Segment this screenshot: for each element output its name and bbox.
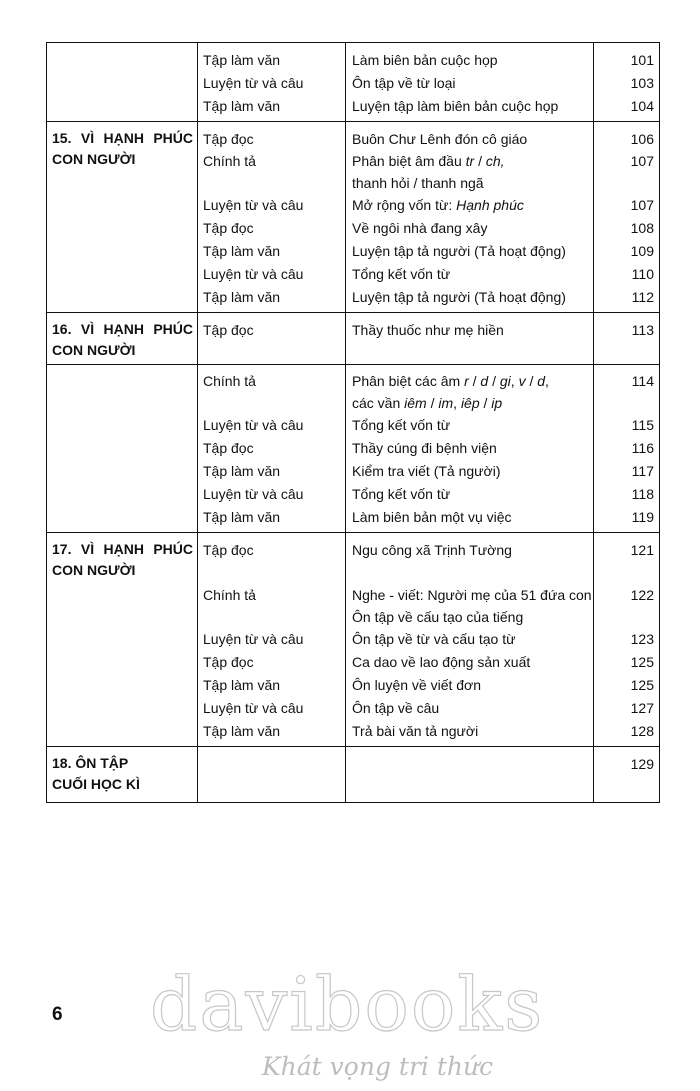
lesson-title: Tổng kết vốn từ — [352, 266, 451, 282]
toc-section — [47, 532, 659, 746]
toc-section — [47, 312, 659, 364]
toc-section — [47, 364, 659, 532]
lesson-title: Phân biệt các âm r / d / gi, v / d, — [352, 373, 549, 389]
lesson-subject: Luyện từ và câu — [203, 486, 304, 502]
unit-cell — [47, 313, 197, 364]
lesson-title: các vần iêm / im, iêp / ip — [352, 394, 503, 411]
lesson-subject: Tập đọc — [203, 131, 254, 147]
spacer — [203, 753, 345, 776]
lesson-subject: Luyện từ và câu — [203, 417, 304, 433]
unit-title-line: CON NGƯỜI — [52, 342, 136, 358]
subject-cell — [197, 365, 345, 532]
spacer — [594, 562, 654, 585]
spacer — [352, 562, 593, 585]
lesson-title: Về ngôi nhà đang xây — [352, 220, 488, 236]
subject-cell — [197, 122, 345, 312]
lesson-title: Nghe - viết: Người mẹ của 51 đứa con — [352, 587, 592, 603]
unit-title-line: CUỐI HỌC KÌ — [52, 776, 140, 792]
spacer — [594, 607, 654, 629]
page-cell — [593, 43, 659, 121]
lesson-page: 106 — [630, 131, 654, 147]
lesson-page: 109 — [630, 243, 654, 259]
lesson-subject: Tập đọc — [203, 654, 254, 670]
lesson-title: Luyện tập làm biên bản cuộc họp — [352, 98, 559, 114]
lesson-page: 114 — [631, 373, 654, 389]
lesson-title: Ôn tập về cấu tạo của tiếng — [352, 608, 524, 625]
lesson-page: 107 — [630, 197, 654, 213]
lesson-subject: Luyện từ và câu — [203, 197, 304, 213]
lesson-page: 128 — [630, 723, 654, 739]
lesson-subject: Tập đọc — [203, 220, 254, 236]
lesson-subject: Luyện từ và câu — [203, 631, 304, 647]
lesson-page: 101 — [630, 52, 654, 68]
unit-cell — [47, 747, 197, 802]
title-cell — [345, 747, 593, 802]
lesson-title: Luyện tập tả người (Tả hoạt động) — [352, 243, 566, 259]
title-cell — [345, 533, 593, 746]
lesson-title: Thầy thuốc như mẹ hiền — [352, 322, 504, 338]
lesson-subject: Tập đọc — [203, 542, 254, 558]
lesson-page: 107 — [630, 153, 654, 169]
lesson-title: Tổng kết vốn từ — [352, 417, 451, 433]
lesson-page: 127 — [630, 700, 654, 716]
unit-title-line: 18. ÔN TẬP — [52, 755, 129, 771]
title-cell — [345, 43, 593, 121]
lesson-page: 112 — [631, 289, 654, 305]
spacer — [594, 776, 654, 799]
lesson-subject: Tập đọc — [203, 440, 254, 456]
lesson-title: Ôn luyện về viết đơn — [352, 677, 482, 693]
spacer — [352, 753, 593, 776]
lesson-title: thanh hỏi / thanh ngã — [352, 174, 484, 191]
lesson-page: 125 — [630, 677, 654, 693]
subject-cell — [197, 313, 345, 364]
lesson-title: Luyện tập tả người (Tả hoạt động) — [352, 289, 566, 305]
lesson-subject: Luyện từ và câu — [203, 75, 304, 91]
lesson-subject: Tập đọc — [203, 322, 254, 338]
subject-cell — [197, 747, 345, 802]
unit-cell — [47, 122, 197, 312]
unit-cell — [47, 365, 197, 532]
unit-title-line: 17. VÌ HẠNH PHÚC — [52, 541, 193, 557]
lesson-page: 129 — [630, 756, 654, 772]
lesson-title: Mở rộng vốn từ: Hạnh phúc — [352, 197, 524, 213]
spacer — [203, 393, 345, 415]
lesson-title: Ôn tập về từ loại — [352, 75, 456, 91]
lesson-page: 103 — [630, 75, 654, 91]
lesson-page: 117 — [631, 463, 654, 479]
lesson-title: Làm biên bản cuộc họp — [352, 52, 498, 68]
lesson-title: Tổng kết vốn từ — [352, 486, 451, 502]
spacer — [203, 776, 345, 799]
lesson-subject: Tập làm văn — [203, 723, 281, 739]
unit-cell — [47, 533, 197, 746]
page-number: 6 — [52, 1004, 63, 1025]
page-cell — [593, 122, 659, 312]
lesson-page: 119 — [631, 509, 654, 525]
page-cell — [593, 313, 659, 364]
page-cell — [593, 533, 659, 746]
lesson-title: Ca dao về lao động sản xuất — [352, 654, 531, 670]
spacer — [594, 393, 654, 415]
lesson-title: Trả bài văn tả người — [352, 723, 479, 739]
lesson-subject: Luyện từ và câu — [203, 266, 304, 282]
spacer — [203, 173, 345, 195]
unit-title-line: CON NGƯỜI — [52, 562, 136, 578]
subject-cell — [197, 533, 345, 746]
title-cell — [345, 122, 593, 312]
unit-cell — [47, 43, 197, 121]
lesson-page: 121 — [630, 542, 654, 558]
lesson-subject: Tập làm văn — [203, 463, 281, 479]
title-cell — [345, 365, 593, 532]
lesson-title: Ôn tập về từ và cấu tạo từ — [352, 631, 516, 647]
toc-section — [47, 746, 659, 802]
lesson-title: Phân biệt âm đầu tr / ch, — [352, 153, 505, 169]
toc-section — [47, 43, 659, 121]
lesson-page: 118 — [631, 486, 654, 502]
spacer — [594, 173, 654, 195]
lesson-subject: Tập làm văn — [203, 52, 281, 68]
lesson-page: 104 — [630, 98, 654, 114]
toc-section — [47, 121, 659, 312]
lesson-page: 125 — [630, 654, 654, 670]
lesson-subject: Chính tả — [203, 587, 256, 603]
lesson-subject: Luyện từ và câu — [203, 700, 304, 716]
title-cell — [345, 313, 593, 364]
table-of-contents — [46, 42, 660, 803]
lesson-page: 115 — [631, 417, 654, 433]
lesson-page: 108 — [630, 220, 654, 236]
watermark-brand: davibooks — [150, 962, 545, 1048]
lesson-subject: Tập làm văn — [203, 243, 281, 259]
lesson-subject: Chính tả — [203, 153, 256, 169]
lesson-subject: Chính tả — [203, 373, 256, 389]
lesson-page: 123 — [630, 631, 654, 647]
page-cell — [593, 365, 659, 532]
lesson-page: 110 — [631, 266, 654, 282]
lesson-subject: Tập làm văn — [203, 289, 281, 305]
lesson-title: Ngu công xã Trịnh Tường — [352, 542, 512, 558]
lesson-title: Buôn Chư Lênh đón cô giáo — [352, 131, 528, 147]
unit-title-line: 16. VÌ HẠNH PHÚC — [52, 321, 193, 337]
lesson-page: 113 — [631, 322, 654, 338]
spacer — [203, 562, 345, 585]
unit-title-line: 15. VÌ HẠNH PHÚC — [52, 130, 193, 146]
lesson-title: Làm biên bản một vụ việc — [352, 509, 512, 525]
subject-cell — [197, 43, 345, 121]
spacer — [203, 607, 345, 629]
watermark-tagline: Khát vọng tri thức — [262, 1052, 494, 1081]
unit-title-line: CON NGƯỜI — [52, 151, 136, 167]
lesson-subject: Tập làm văn — [203, 509, 281, 525]
lesson-page: 116 — [631, 440, 654, 456]
lesson-subject: Tập làm văn — [203, 98, 281, 114]
page-cell — [593, 747, 659, 802]
spacer — [352, 776, 593, 799]
lesson-title: Kiểm tra viết (Tả người) — [352, 463, 501, 479]
lesson-title: Thầy cúng đi bệnh viện — [352, 440, 497, 456]
lesson-page: 122 — [630, 587, 654, 603]
lesson-title: Ôn tập về câu — [352, 700, 440, 716]
lesson-subject: Tập làm văn — [203, 677, 281, 693]
